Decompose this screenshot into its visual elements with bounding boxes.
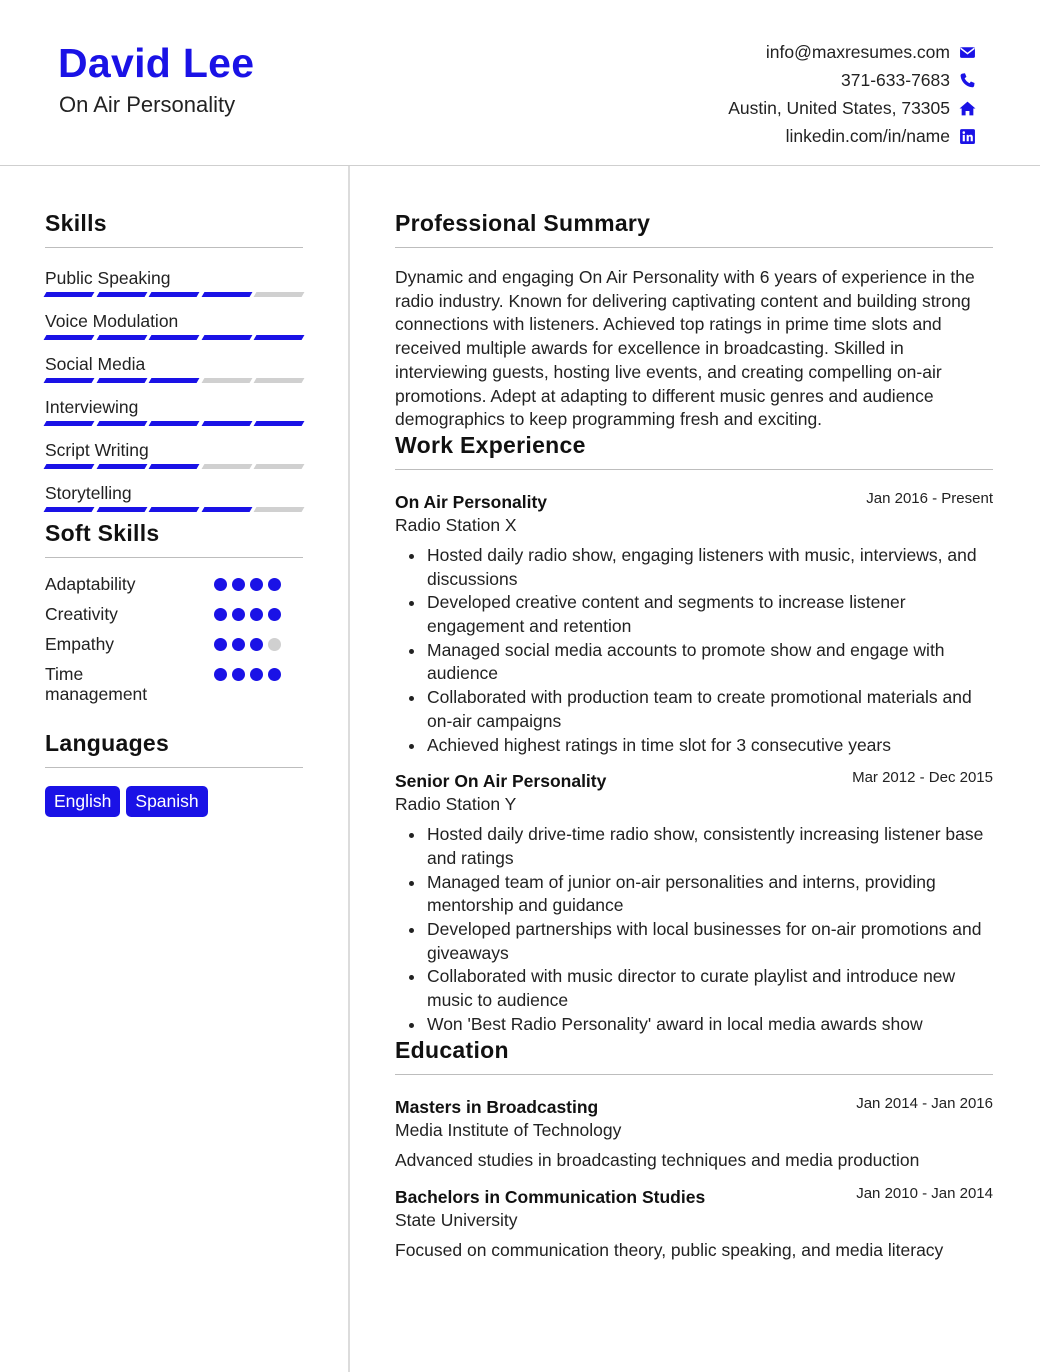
soft-skill-rating bbox=[214, 608, 281, 621]
rating-dot bbox=[232, 608, 245, 621]
soft-skill-rating bbox=[214, 668, 281, 681]
section-rule bbox=[395, 1074, 993, 1075]
skill-level-segment bbox=[201, 292, 251, 297]
education-description: Focused on communication theory, public speaking, and media literacy bbox=[395, 1239, 944, 1260]
skill-level-bar bbox=[45, 418, 303, 426]
skill-level-segment bbox=[96, 378, 146, 383]
job-dates: Mar 2012 - Dec 2015 bbox=[852, 769, 993, 787]
soft-skills-section bbox=[45, 520, 303, 710]
skill-level-segment bbox=[149, 421, 199, 426]
soft-skill-name: Adaptability bbox=[45, 574, 136, 594]
summary-text: Dynamic and engaging On Air Personality with 6 years of experience in the radio industry. Known for delivering captivating content and building strong connections with listeners. Achieved top ratings in prime time slots and received multiple awards for excellence in broadcasting. Skilled in interviewing guests, hosting live events, and creating compelling on-air promotions. Adept at adapting to different music genres and audience demographics to keep programming fresh and exciting. bbox=[395, 267, 975, 430]
soft-skill-rating bbox=[214, 638, 281, 651]
education-heading: Education bbox=[395, 1036, 509, 1063]
rating-dot bbox=[214, 578, 227, 591]
job-entry bbox=[395, 490, 993, 757]
skill-level-segment bbox=[201, 378, 251, 383]
resume-header bbox=[0, 0, 1040, 166]
skill-level-segment bbox=[254, 507, 304, 512]
rating-dot bbox=[232, 668, 245, 681]
list-item: Won 'Best Radio Personality' award in local media awards show bbox=[395, 1013, 993, 1037]
list-item: Managed social media accounts to promote show and engage with audience bbox=[395, 639, 993, 686]
skills-heading: Skills bbox=[45, 210, 107, 236]
skill-item bbox=[45, 301, 303, 344]
contact-email[interactable] bbox=[728, 38, 976, 66]
skill-level-segment bbox=[149, 464, 199, 469]
school-name: State University bbox=[395, 1209, 518, 1230]
skill-level-segment bbox=[201, 335, 251, 340]
summary-heading: Professional Summary bbox=[395, 210, 651, 236]
job-bullets bbox=[395, 544, 993, 757]
skill-level-segment bbox=[44, 335, 94, 340]
degree-title: Bachelors in Communication Studies bbox=[395, 1186, 706, 1207]
candidate-title: On Air Personality bbox=[59, 92, 236, 117]
contact-linkedin[interactable] bbox=[728, 122, 976, 150]
skill-level-segment bbox=[149, 292, 199, 297]
skills-list bbox=[45, 258, 303, 516]
linkedin-icon bbox=[958, 127, 976, 145]
skill-level-segment bbox=[254, 292, 304, 297]
rating-dot bbox=[268, 638, 281, 651]
skill-level-segment bbox=[44, 421, 94, 426]
section-rule bbox=[395, 469, 993, 470]
skill-level-segment bbox=[254, 378, 304, 383]
soft-skill-name: Empathy bbox=[45, 634, 115, 654]
skill-level-segment bbox=[96, 507, 146, 512]
rating-dot bbox=[232, 638, 245, 651]
soft-skill-item bbox=[45, 658, 303, 710]
education-entry bbox=[395, 1185, 993, 1261]
skill-name: Public Speaking bbox=[45, 268, 171, 288]
contact-location-text: Austin, United States, 73305 bbox=[728, 97, 950, 118]
job-employer: Radio Station X bbox=[395, 514, 517, 535]
skill-level-bar bbox=[45, 504, 303, 512]
skill-level-segment bbox=[44, 464, 94, 469]
skill-level-segment bbox=[44, 507, 94, 512]
list-item: Collaborated with production team to create promotional materials and on-air campaigns bbox=[395, 686, 993, 733]
skill-level-segment bbox=[254, 464, 304, 469]
skill-name: Storytelling bbox=[45, 483, 132, 503]
list-item: Collaborated with music director to curate playlist and introduce new music to audience bbox=[395, 965, 993, 1012]
language-tag: English bbox=[45, 786, 120, 817]
contact-phone-text[interactable]: 371-633-7683 bbox=[841, 69, 950, 90]
skill-level-segment bbox=[149, 335, 199, 340]
envelope-icon bbox=[958, 43, 976, 61]
skill-item bbox=[45, 258, 303, 301]
rating-dot bbox=[268, 668, 281, 681]
languages-section bbox=[45, 730, 303, 817]
experience-heading: Work Experience bbox=[395, 431, 586, 458]
contact-linkedin-text[interactable]: linkedin.com/in/name bbox=[785, 125, 950, 146]
list-item: Developed creative content and segments to increase listener engagement and retention bbox=[395, 591, 993, 638]
language-tag: Spanish bbox=[126, 786, 207, 817]
column-divider bbox=[348, 166, 350, 1372]
skill-level-segment bbox=[201, 421, 251, 426]
soft-skill-name: Creativity bbox=[45, 604, 118, 624]
skill-level-segment bbox=[201, 507, 251, 512]
soft-skill-name: Time management bbox=[45, 664, 148, 704]
education-entry bbox=[395, 1095, 993, 1171]
skill-level-bar bbox=[45, 461, 303, 469]
soft-skill-rating bbox=[214, 578, 281, 591]
skill-level-segment bbox=[96, 464, 146, 469]
right-column bbox=[395, 210, 993, 1261]
section-rule bbox=[395, 247, 993, 248]
job-bullets bbox=[395, 823, 993, 1036]
degree-title: Masters in Broadcasting bbox=[395, 1096, 599, 1117]
list-item: Developed partnerships with local businesses for on-air promotions and giveaways bbox=[395, 918, 993, 965]
soft-skill-item bbox=[45, 598, 303, 628]
rating-dot bbox=[214, 608, 227, 621]
job-title: Senior On Air Personality bbox=[395, 771, 607, 792]
experience-section bbox=[395, 432, 993, 1037]
home-icon bbox=[958, 99, 976, 117]
education-dates: Jan 2014 - Jan 2016 bbox=[856, 1094, 993, 1112]
school-name: Media Institute of Technology bbox=[395, 1119, 622, 1140]
rating-dot bbox=[214, 668, 227, 681]
skill-level-segment bbox=[254, 421, 304, 426]
skill-name: Voice Modulation bbox=[45, 311, 179, 331]
skill-item bbox=[45, 473, 303, 516]
skill-level-segment bbox=[149, 507, 199, 512]
rating-dot bbox=[250, 668, 263, 681]
rating-dot bbox=[268, 578, 281, 591]
rating-dot bbox=[250, 608, 263, 621]
section-rule bbox=[45, 247, 303, 248]
education-description: Advanced studies in broadcasting techniques and media production bbox=[395, 1149, 920, 1170]
rating-dot bbox=[268, 608, 281, 621]
soft-skills-heading: Soft Skills bbox=[45, 520, 160, 546]
skill-name: Script Writing bbox=[45, 440, 149, 460]
skill-level-segment bbox=[44, 378, 94, 383]
languages-heading: Languages bbox=[45, 730, 170, 756]
education-section bbox=[395, 1037, 993, 1261]
skill-level-segment bbox=[96, 421, 146, 426]
skill-level-segment bbox=[44, 292, 94, 297]
job-dates: Jan 2016 - Present bbox=[866, 489, 993, 507]
job-title: On Air Personality bbox=[395, 491, 548, 512]
list-item: Hosted daily drive-time radio show, consistently increasing listener base and ratings bbox=[395, 823, 993, 870]
candidate-name: David Lee bbox=[58, 40, 255, 86]
rating-dot bbox=[250, 638, 263, 651]
job-entry bbox=[395, 769, 993, 1036]
contact-block bbox=[728, 38, 976, 150]
rating-dot bbox=[232, 578, 245, 591]
section-rule bbox=[45, 557, 303, 558]
languages-list bbox=[45, 786, 303, 817]
skill-level-segment bbox=[96, 292, 146, 297]
skill-level-bar bbox=[45, 289, 303, 297]
list-item: Hosted daily radio show, engaging listeners with music, interviews, and discussions bbox=[395, 544, 993, 591]
job-employer: Radio Station Y bbox=[395, 794, 517, 815]
phone-icon bbox=[958, 71, 976, 89]
skill-item bbox=[45, 344, 303, 387]
contact-email-text[interactable]: info@maxresumes.com bbox=[765, 41, 950, 62]
left-column bbox=[45, 210, 303, 817]
list-item: Achieved highest ratings in time slot for 3 consecutive years bbox=[395, 734, 993, 758]
skill-name: Interviewing bbox=[45, 397, 139, 417]
skill-level-segment bbox=[96, 335, 146, 340]
skill-level-segment bbox=[149, 378, 199, 383]
skill-item bbox=[45, 387, 303, 430]
rating-dot bbox=[250, 578, 263, 591]
skill-level-bar bbox=[45, 332, 303, 340]
section-rule bbox=[45, 767, 303, 768]
education-dates: Jan 2010 - Jan 2014 bbox=[856, 1184, 993, 1202]
skill-level-bar bbox=[45, 375, 303, 383]
contact-phone[interactable] bbox=[728, 66, 976, 94]
soft-skills-list bbox=[45, 568, 303, 710]
list-item: Managed team of junior on-air personalities and interns, providing mentorship and guidance bbox=[395, 871, 993, 918]
soft-skill-item bbox=[45, 568, 303, 598]
skills-section bbox=[45, 210, 303, 516]
summary-section bbox=[395, 210, 993, 432]
skill-level-segment bbox=[254, 335, 304, 340]
soft-skill-item bbox=[45, 628, 303, 658]
contact-location bbox=[728, 94, 976, 122]
skill-item bbox=[45, 430, 303, 473]
skill-level-segment bbox=[201, 464, 251, 469]
rating-dot bbox=[214, 638, 227, 651]
skill-name: Social Media bbox=[45, 354, 146, 374]
